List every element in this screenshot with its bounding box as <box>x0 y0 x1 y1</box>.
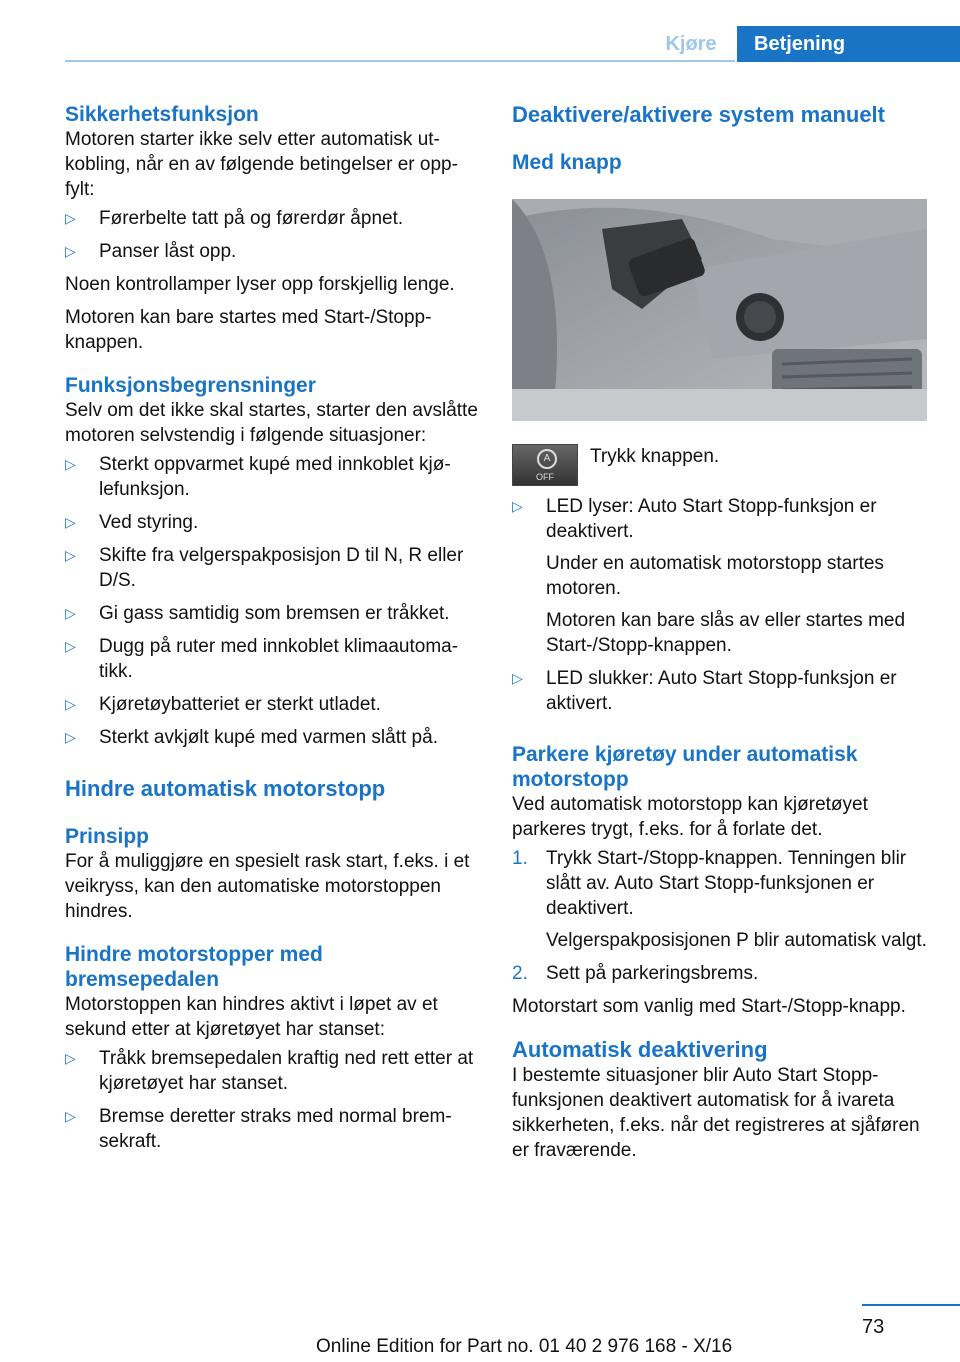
list-item: ▷ Gi gass samtidig som bremsen er tråkket. <box>65 603 450 624</box>
triangle-bullet-icon: ▷ <box>65 729 76 745</box>
triangle-bullet-icon: ▷ <box>65 1108 76 1124</box>
auto-a-icon: A <box>537 449 557 469</box>
brake-intro: Motorstoppen kan hindres aktivt i løpet av et sekund etter at kjøretøyet har stanset: <box>65 994 438 1040</box>
footer-rule <box>862 1304 960 1306</box>
button-instruction <box>512 444 930 486</box>
auto-start-stop-button-icon: A OFF <box>512 444 578 486</box>
brake-list <box>65 1046 480 1154</box>
heading-prevent-stop: Hindre automatisk motorstopp <box>65 776 386 801</box>
header-tab-section[interactable]: Betjening <box>737 26 960 62</box>
list-item: ▷ Bremse deretter straks med normal bremsekraft. <box>65 1106 452 1152</box>
triangle-bullet-icon: ▷ <box>65 696 76 712</box>
heading-limitations: Funksjonsbegrensninger <box>65 374 316 397</box>
header-tab-chapter[interactable]: Kjøre <box>665 33 717 55</box>
park-steps <box>512 846 930 986</box>
left-column <box>65 102 480 1162</box>
triangle-bullet-icon: ▷ <box>512 670 523 686</box>
list-item: ▷ LED slukker: Auto Start Stopp-funksjon er aktivert. <box>512 668 897 714</box>
list-item: ▷ Skifte fra velgerspakposisjon D til N, R eller D/S. <box>65 545 464 591</box>
triangle-bullet-icon: ▷ <box>65 605 76 621</box>
heading-principle: Prinsipp <box>65 825 150 848</box>
triangle-bullet-icon: ▷ <box>65 1050 76 1066</box>
list-item: 1. Trykk Start-/Stopp-knappen. Tenningen blir slått av. Auto Start Stopp-funksjonen er deaktivert. Velgerspakposisjonen P blir automatisk valgt. <box>512 848 927 951</box>
limitations-list <box>65 452 480 750</box>
limitations-intro: Selv om det ikke skal startes, starter den avslåtte motoren selvstendig i følgende situasjoner: <box>65 400 478 446</box>
triangle-bullet-icon: ▷ <box>65 210 76 226</box>
safety-note-1: Noen kontrollamper lyser opp forskjellig lenge. <box>65 274 455 295</box>
triangle-bullet-icon: ▷ <box>65 638 76 654</box>
page-number: 73 <box>862 1316 885 1338</box>
auto-deactivation-text: I bestemte situasjoner blir Auto Start Stopp-funksjonen deaktivert automatisk for å ivareta sikkerheten, f.eks. når det registreres at sjåføren er fraværende. <box>512 1065 920 1161</box>
triangle-bullet-icon: ▷ <box>512 498 523 514</box>
list-item: ▷ Førerbelte tatt på og førerdør åpnet. <box>65 208 404 229</box>
park-intro: Ved automatisk motorstopp kan kjøretøyet parkeres trygt, f.eks. for å forlate det. <box>512 794 868 840</box>
led-list <box>512 494 930 716</box>
list-item: ▷ Kjøretøybatteriet er sterkt utladet. <box>65 694 381 715</box>
principle-text: For å muliggjøre en spesielt rask start, f.eks. i et veikryss, kan den automatiske motorstoppen hindres. <box>65 851 470 922</box>
list-item: ▷ Sterkt oppvarmet kupé med innkoblet kjølefunksjon. <box>65 454 451 500</box>
park-outro: Motorstart som vanlig med Start-/Stopp-knapp. <box>512 996 906 1017</box>
heading-manual-toggle: Deaktivere/aktivere system manuelt <box>512 102 885 127</box>
list-item: ▷ Tråkk bremsepedalen kraftig ned rett etter at kjøretøyet har stanset. <box>65 1048 474 1094</box>
header-rule <box>65 60 735 62</box>
heading-auto-deactivation: Automatisk deaktivering <box>512 1037 768 1062</box>
triangle-bullet-icon: ▷ <box>65 456 76 472</box>
list-item: ▷ Sterkt avkjølt kupé med varmen slått på. <box>65 727 438 748</box>
triangle-bullet-icon: ▷ <box>65 547 76 563</box>
heading-park-vehicle: Parkere kjøretøy under automatisk motorstopp <box>512 743 858 791</box>
list-item: ▷ Dugg på ruter med innkoblet klimaautomatikk. <box>65 636 459 682</box>
list-item: ▷ Ved styring. <box>65 512 199 533</box>
list-item: ▷ Panser låst opp. <box>65 241 237 262</box>
list-item: ▷ LED lyser: Auto Start Stopp-funksjon er deaktivert. Under en automatisk motorstopp startes motoren. Motoren kan bare slås av eller startes med Start-/Stopp-knappen. <box>512 496 906 656</box>
triangle-bullet-icon: ▷ <box>65 514 76 530</box>
edition-footer: Online Edition for Part no. 01 40 2 976 168 - X/16 <box>316 1336 733 1357</box>
heading-safety: Sikkerhetsfunksjon <box>65 103 259 126</box>
press-button-text: Trykk knappen. <box>590 446 720 467</box>
dashboard-button-photo <box>512 199 927 421</box>
heading-with-button: Med knapp <box>512 151 622 174</box>
list-item: 2. Sett på parkeringsbrems. <box>512 963 759 984</box>
triangle-bullet-icon: ▷ <box>65 243 76 259</box>
safety-note-2: Motoren kan bare startes med Start-/Stopp-knappen. <box>65 307 432 353</box>
right-column <box>512 102 930 1163</box>
heading-brake-pedal: Hindre motorstopper med bremsepedalen <box>65 943 323 991</box>
safety-intro: Motoren starter ikke selv etter automatisk utkobling, når en av følgende betingelser er oppfylt: <box>65 129 458 200</box>
safety-list <box>65 206 480 264</box>
